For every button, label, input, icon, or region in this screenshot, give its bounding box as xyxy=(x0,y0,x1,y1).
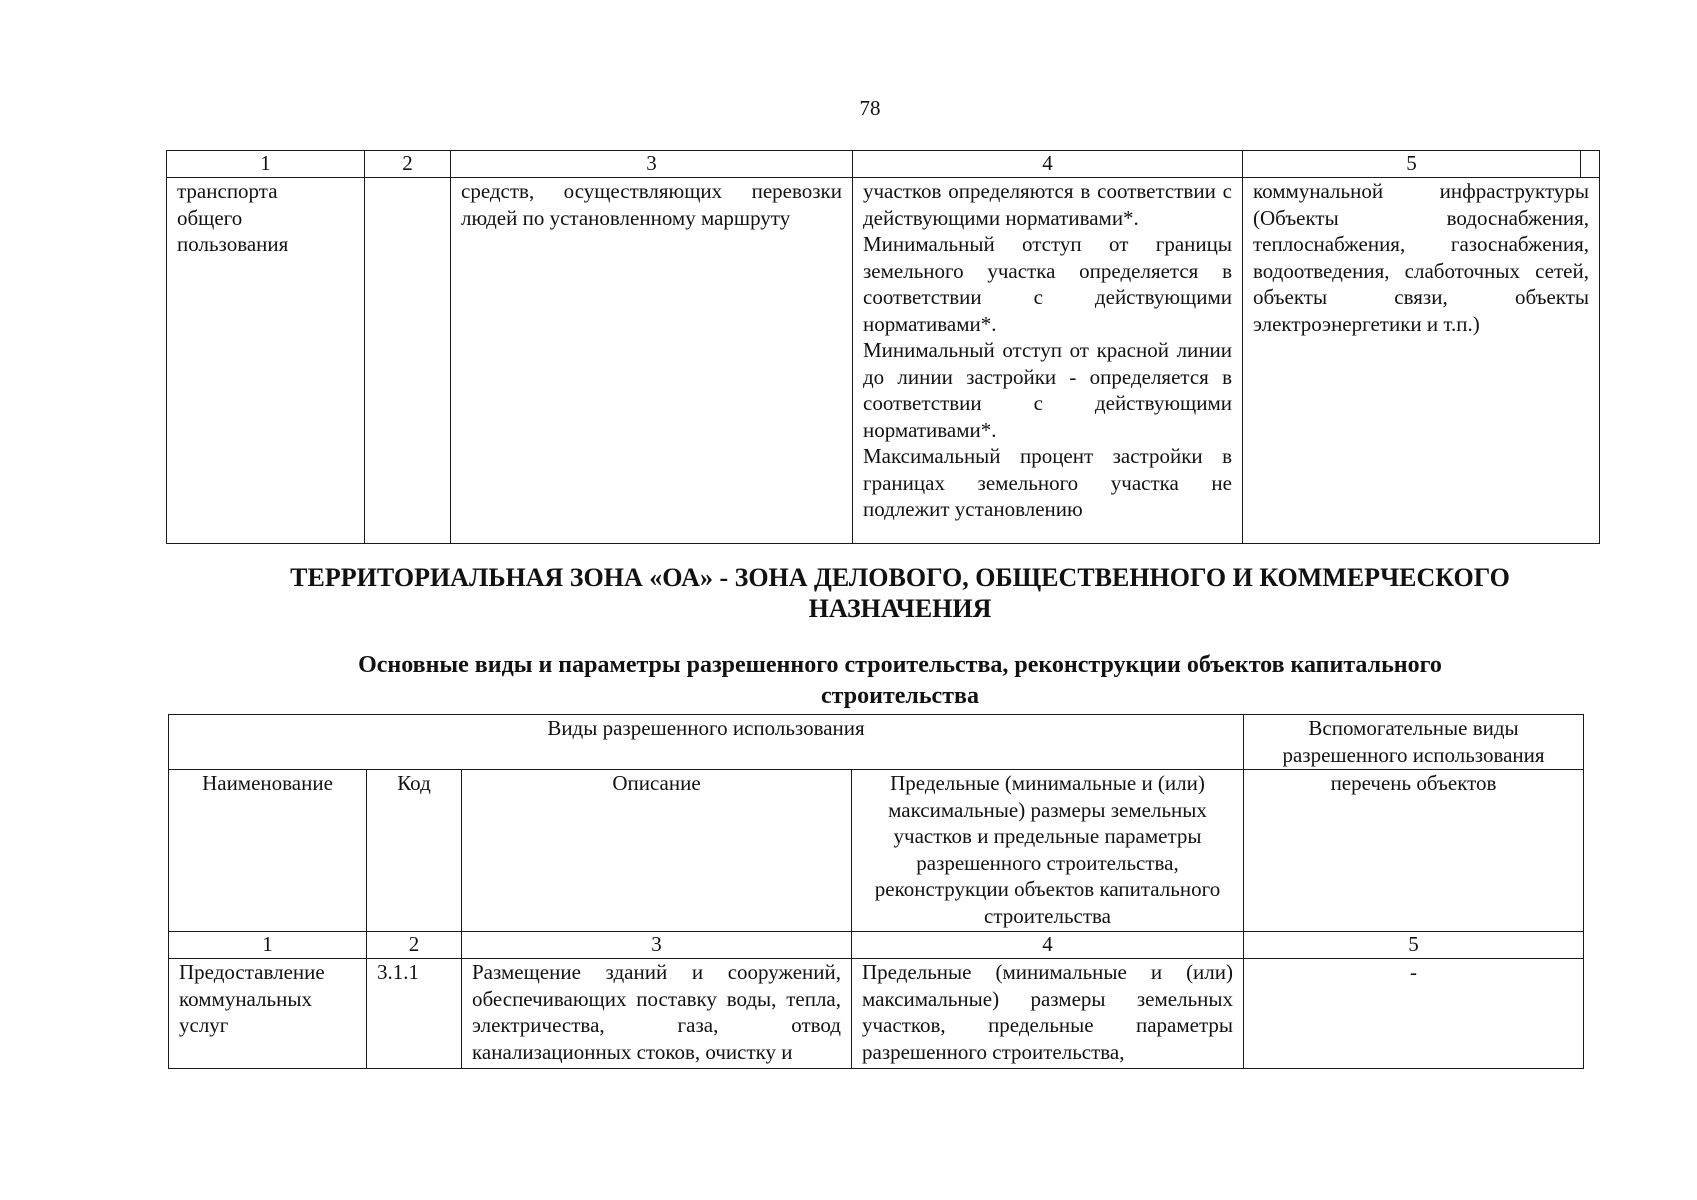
section-title-line: строительства xyxy=(821,683,979,709)
column-number-1: 1 xyxy=(167,151,365,178)
parameter-paragraph: участков определяются в соответствии с действующими нормативами*. xyxy=(863,179,1232,230)
name-line: пользования xyxy=(177,232,289,256)
parameter-paragraph: Минимальный отступ от красной линии до линии застройки - определяется в соответствии с действующими нормативами*. xyxy=(863,338,1232,442)
column-number-row xyxy=(167,151,1600,178)
zone-title-line: НАЗНАЧЕНИЯ xyxy=(808,594,992,623)
page-number: 78 xyxy=(859,96,881,120)
column-number-2: 2 xyxy=(365,151,451,178)
parameter-paragraph: Максимальный процент застройки в границах земельного участка не подлежит установлению xyxy=(863,444,1232,521)
name-line: коммунальных xyxy=(179,986,312,1011)
cell-name xyxy=(169,959,367,1069)
column-number-spacer xyxy=(1581,151,1600,178)
name-line: Предоставление xyxy=(179,960,325,984)
group-header-row xyxy=(169,715,1584,770)
cell-auxiliary: коммунальной инфраструктуры (Объекты водоснабжения, теплоснабжения, газоснабжения, водоотведения, слаботочных сетей, объекты связи, объекты электроэнергетики и т.п.) xyxy=(1243,178,1600,544)
column-number-2: 2 xyxy=(367,932,462,959)
section-title xyxy=(0,650,1697,712)
group-header-permitted: Виды разрешенного использования xyxy=(169,715,1244,770)
continuation-table xyxy=(166,150,1600,544)
zone-title-line: ТЕРРИТОРИАЛЬНАЯ ЗОНА «ОА» - ЗОНА ДЕЛОВОГО, ОБЩЕСТВЕННОГО И КОММЕРЧЕСКОГО xyxy=(290,563,1510,592)
column-number-4: 4 xyxy=(852,932,1244,959)
column-number-1: 1 xyxy=(169,932,367,959)
column-number-row xyxy=(169,932,1584,959)
permitted-use-table xyxy=(168,714,1584,1069)
cell-parameters: Предельные (минимальные и (или) максимальные) размеры земельных участков, предельные параметры разрешенного строительства, xyxy=(852,959,1244,1069)
column-header-parameters: Предельные (минимальные и (или) максимальные) размеры земельных участков и предельные параметры разрешенного строительства, реконструкции объектов капитального строительства xyxy=(852,770,1244,932)
name-line: общего xyxy=(177,205,243,230)
column-number-4: 4 xyxy=(853,151,1243,178)
column-number-3: 3 xyxy=(462,932,852,959)
name-line: услуг xyxy=(179,1013,229,1037)
column-header-description: Описание xyxy=(462,770,852,932)
column-header-name: Наименование xyxy=(169,770,367,932)
parameter-paragraph: Минимальный отступ от границы земельного участка определяется в соответствии с действующими нормативами*. xyxy=(863,232,1232,336)
column-number-5: 5 xyxy=(1243,151,1581,178)
zone-title xyxy=(0,562,1697,624)
cell-code: 3.1.1 xyxy=(367,959,462,1069)
cell-name xyxy=(167,178,365,544)
cell-code xyxy=(365,178,451,544)
column-header-row xyxy=(169,770,1584,932)
cell-auxiliary: - xyxy=(1244,959,1584,1069)
group-header-auxiliary: Вспомогательные виды разрешенного использования xyxy=(1244,715,1584,770)
cell-description: Размещение зданий и сооружений, обеспечивающих поставку воды, тепла, электричества, газа, отвод канализационных стоков, очистку и xyxy=(462,959,852,1069)
table-row xyxy=(169,959,1584,1069)
section-title-line: Основные виды и параметры разрешенного строительства, реконструкции объектов капитального xyxy=(358,652,1442,678)
cell-parameters xyxy=(853,178,1243,544)
column-header-code: Код xyxy=(367,770,462,932)
column-header-objects: перечень объектов xyxy=(1244,770,1584,932)
cell-description: средств, осуществляющих перевозки людей по установленному маршруту xyxy=(451,178,853,544)
name-line: транспорта xyxy=(177,179,278,203)
column-number-3: 3 xyxy=(451,151,853,178)
table-row xyxy=(167,178,1600,544)
column-number-5: 5 xyxy=(1244,932,1584,959)
